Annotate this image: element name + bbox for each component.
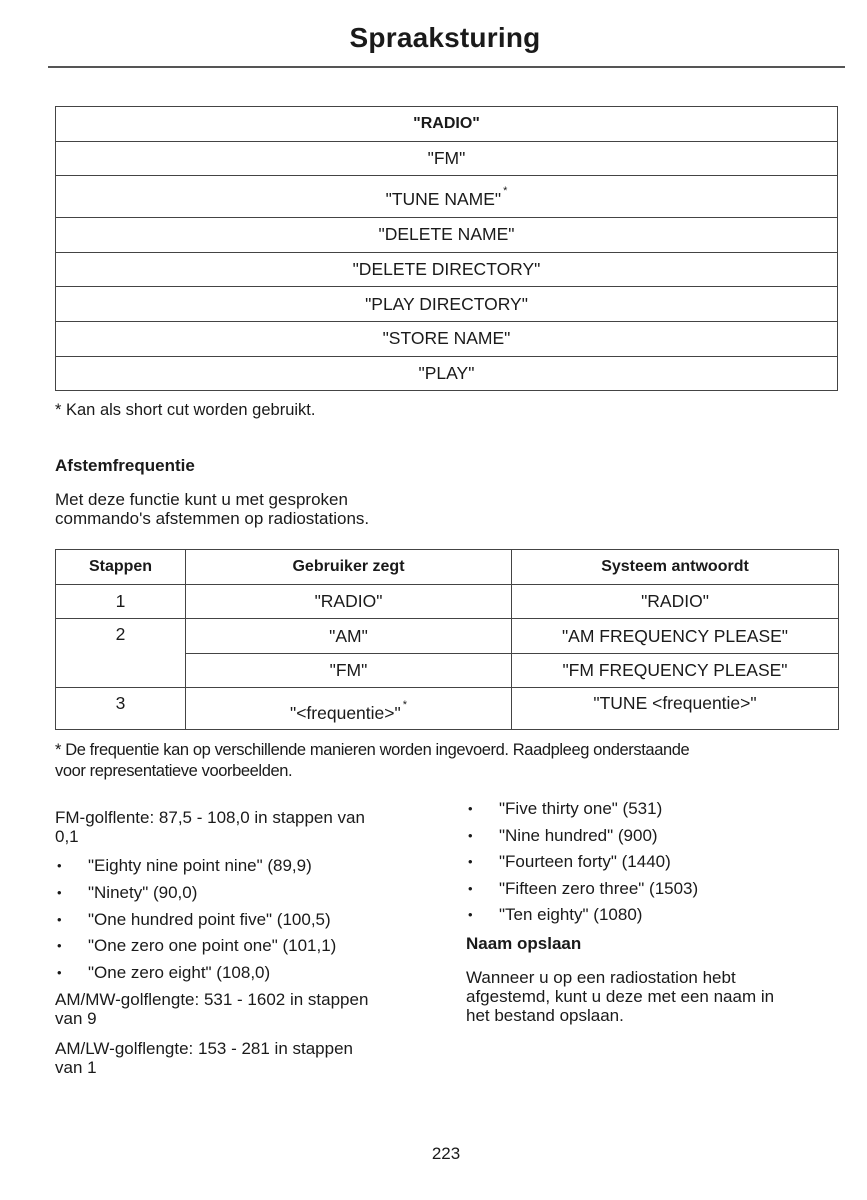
- example-text: "Five thirty one" (531): [499, 799, 663, 818]
- table-row: [56, 176, 838, 218]
- bullet-icon: •: [57, 884, 62, 900]
- radio-commands-table: [55, 106, 838, 391]
- section-intro: [55, 490, 369, 528]
- table-row: [56, 252, 838, 287]
- section-heading-afstemfrequentie: Afstemfrequentie: [55, 456, 195, 475]
- bullet-icon: •: [57, 938, 62, 954]
- list-item: [466, 826, 846, 845]
- text-line: AM/LW-golflengte: 153 - 281 in stappen: [55, 1038, 353, 1058]
- example-text: "Nine hundred" (900): [499, 825, 658, 845]
- command-text: "PLAY DIRECTORY": [365, 293, 528, 314]
- list-item: [466, 905, 846, 924]
- table-row: [56, 321, 838, 356]
- column-header-user-says: Gebruiker zegt: [186, 550, 512, 585]
- command-text: "FM": [427, 147, 466, 168]
- bullet-icon: •: [468, 880, 473, 896]
- bullet-icon: •: [468, 801, 473, 816]
- bullet-icon: •: [468, 854, 473, 870]
- text-line: van 9: [55, 1008, 97, 1028]
- footnote-line: voor representatieve voorbeelden.: [55, 762, 293, 780]
- table-row: [56, 688, 839, 730]
- bullet-icon: •: [57, 858, 62, 873]
- page-title: Spraaksturing: [349, 22, 541, 53]
- store-name-paragraph: [466, 968, 846, 1025]
- page-number: 223: [431, 1144, 461, 1163]
- table-row: [56, 218, 838, 253]
- text-line: AM/MW-golflengte: 531 - 1602 in stappen: [55, 989, 369, 1009]
- table-row: [56, 585, 839, 619]
- system-responds-cell: "AM FREQUENCY PLEASE": [512, 619, 839, 653]
- command-text: "TUNE NAME": [385, 189, 502, 210]
- am-examples-list: [466, 799, 846, 924]
- table-row: [56, 619, 839, 653]
- example-text: "Fourteen forty" (1440): [499, 852, 671, 872]
- left-column: [55, 808, 430, 1077]
- system-responds-cell: "TUNE <frequentie>": [512, 688, 839, 730]
- bullet-icon: •: [57, 911, 62, 927]
- list-item: [466, 852, 846, 871]
- fm-examples-list: [55, 856, 430, 982]
- user-says-cell: "FM": [186, 653, 512, 687]
- shortcut-footnote: * Kan als short cut worden gebruikt.: [55, 401, 316, 419]
- list-item: [55, 883, 430, 902]
- command-text: "STORE NAME": [382, 328, 511, 349]
- column-header-system-responds: Systeem antwoordt: [512, 550, 839, 585]
- list-item: [55, 910, 430, 929]
- footnote-line: * De frequentie kan op verschillende manieren worden ingevoerd. Raadpleeg onderstaande: [55, 741, 690, 759]
- text-line: FM-golflente: 87,5 - 108,0 in stappen van: [55, 808, 365, 827]
- text-line: van 1: [55, 1057, 97, 1077]
- bullet-icon: •: [468, 907, 473, 923]
- step-cell: 1: [56, 585, 186, 619]
- am-mw-band: [55, 990, 430, 1028]
- table-header-radio: "RADIO": [56, 107, 838, 142]
- column-header-steps: Stappen: [56, 550, 186, 585]
- text-line: het bestand opslaan.: [466, 1006, 624, 1026]
- system-responds-cell: "FM FREQUENCY PLEASE": [512, 653, 839, 687]
- text-line: 0,1: [55, 827, 79, 846]
- list-item: [55, 936, 430, 955]
- example-text: "Ninety" (90,0): [88, 882, 198, 902]
- bullet-icon: •: [468, 827, 473, 843]
- step-cell: 3: [56, 688, 186, 730]
- footnote-mark: *: [402, 699, 407, 712]
- tuning-steps-table: [55, 549, 839, 730]
- user-says-text: "<frequentie>": [290, 703, 401, 724]
- step-cell: 2: [56, 619, 186, 688]
- section-heading-naam-opslaan: Naam opslaan: [466, 934, 582, 954]
- example-text: "Fifteen zero three" (1503): [499, 878, 699, 898]
- text-line: Wanneer u op een radiostation hebt: [466, 968, 736, 988]
- table-row: [56, 141, 838, 176]
- header-divider: [48, 66, 845, 68]
- text-line: afgestemd, kunt u deze met een naam in: [466, 987, 775, 1007]
- example-text: "Ten eighty" (1080): [499, 905, 643, 925]
- am-lw-band: [55, 1039, 430, 1077]
- system-responds-cell: "RADIO": [512, 585, 839, 619]
- table-row: [56, 287, 838, 322]
- command-text: "PLAY": [418, 362, 475, 383]
- user-says-cell: "AM": [186, 619, 512, 653]
- intro-line: Met deze functie kunt u met gesproken: [55, 490, 348, 509]
- example-text: "One hundred point five" (100,5): [88, 909, 331, 929]
- list-item: [466, 879, 846, 898]
- example-text: "One zero eight" (108,0): [88, 963, 271, 983]
- list-item: [466, 799, 846, 818]
- list-item: [55, 963, 430, 982]
- frequency-footnote: [55, 740, 855, 782]
- user-says-cell: "RADIO": [186, 585, 512, 619]
- user-says-cell: [186, 688, 512, 730]
- intro-line: commando's afstemmen op radiostations.: [55, 509, 370, 528]
- fm-band-intro: [55, 808, 430, 846]
- command-text: "DELETE DIRECTORY": [352, 259, 541, 280]
- example-text: "Eighty nine point nine" (89,9): [88, 856, 312, 875]
- list-item: [55, 856, 430, 875]
- example-text: "One zero one point one" (101,1): [88, 936, 337, 956]
- table-row: [56, 356, 838, 391]
- command-text: "DELETE NAME": [378, 224, 515, 245]
- right-column: [466, 799, 846, 1025]
- footnote-mark: *: [503, 185, 508, 198]
- bullet-icon: •: [57, 965, 62, 981]
